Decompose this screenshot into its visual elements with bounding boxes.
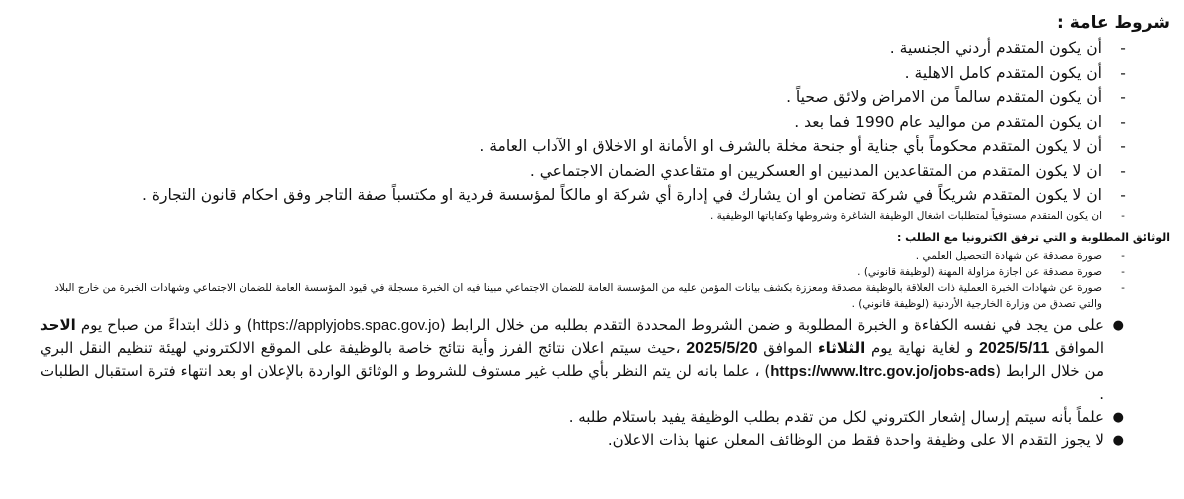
apply-link[interactable]: https://applyjobs.spac.gov.jo bbox=[252, 316, 440, 334]
list-item: - ان يكون المتقدم مستوفياً لمتطلبات اشغال الوظيفة الشاغرة وشروطها وكفاياتها الوظيفية . bbox=[40, 208, 1130, 225]
list-item: - أن لا يكون المتقدم محكوماً بأي جناية أو جنحة مخلة بالشرف او الأمانة او الاخلاق او الآداب العامة . bbox=[40, 134, 1130, 159]
dash-marker: - bbox=[1120, 63, 1126, 82]
dash-marker: - bbox=[1120, 112, 1126, 131]
documents-title: الوثائق المطلوبة و التي ترفق الكترونيا مع الطلب : bbox=[896, 230, 1170, 244]
end-day: الثلاثاء bbox=[818, 338, 866, 357]
dash-marker: - bbox=[1121, 281, 1125, 294]
dash-marker: - bbox=[1120, 161, 1126, 180]
general-conditions-list bbox=[40, 36, 1170, 208]
start-day: الاحد bbox=[40, 315, 76, 334]
documents-list bbox=[40, 248, 1170, 312]
dash-marker: - bbox=[1120, 137, 1126, 155]
list-item: - صورة عن شهادات الخبرة العملية ذات العلاقة بالوظيفة مصدقة ومعززة بكشف بيانات المؤمن عليه من المؤسسة العامة للضمان الاجتماعي مبينا فيه ان الخبرة مسجلة في قيود المؤسسة العامة للضمان الاجتماعي وشهادات الخبرة من خارج البلاد والتي تصدق من وزارة الخارجية الأردنية (لوظيفة قانوني) . bbox=[40, 280, 1130, 312]
list-item: ● لا يجوز التقدم الا على وظيفة واحدة فقط من الوظائف المعلن عنها بذات الاعلان. bbox=[40, 429, 1130, 452]
list-item: - أن يكون المتقدم كامل الاهلية . bbox=[40, 61, 1130, 86]
bullet-icon: ● bbox=[1112, 409, 1124, 425]
list-item: - ان لا يكون المتقدم شريكاً في شركة تضامن او ان يشارك في إدارة أي شركة او مالكاً لمؤسسة فردية او مكتسباً صفة التاجر وفق احكام قانون التجارة . bbox=[40, 183, 1130, 208]
results-link[interactable]: https://www.ltrc.gov.jo/jobs-ads bbox=[770, 362, 996, 380]
list-item: - ان لا يكون المتقدم من المتقاعدين المدنيين او العسكريين او متقاعدي الضمان الاجتماعي . bbox=[40, 159, 1130, 184]
list-item: ● علماً بأنه سيتم إرسال إشعار الكتروني لكل من تقدم بطلب الوظيفة يفيد باستلام طلبه . bbox=[40, 406, 1130, 429]
list-item: - أن يكون المتقدم سالماً من الامراض ولائق صحياً . bbox=[40, 85, 1130, 110]
list-item: - أن يكون المتقدم أردني الجنسية . bbox=[40, 36, 1130, 61]
dash-marker: - bbox=[1120, 186, 1126, 204]
general-conditions-title: شروط عامة : bbox=[1057, 13, 1170, 33]
bullet-icon: ● bbox=[1112, 432, 1124, 448]
end-date: 2025/5/20 bbox=[686, 339, 758, 357]
list-item: - صورة مصدقة عن شهادة التحصيل العلمي . bbox=[40, 248, 1130, 264]
list-item: - صورة مصدقة عن اجازة مزاولة المهنة (لوظيفة قانوني) . bbox=[40, 264, 1130, 280]
list-item: ● على من يجد في نفسه الكفاءة و الخبرة المطلوبة و ضمن الشروط المحددة التقدم بطلبه من خلال الرابط (https://applyjobs.spac.gov.jo) و ذلك ابتداءً من صباح يوم الاحد الموافق 2025/5/11 و لغاية نهاية يوم الثلاثاء الموافق 2025/5/20 ،حيث سيتم اعلان نتائج الفرز وأية نتائج خاصة بالوظيفة على الموقع الالكتروني لهيئة تنظيم النقل البري من خلال الرابط (https://www.ltrc.gov.jo/jobs-ads) ، علما بانه لن يتم النظر بأي طلب غير مستوف للشروط و الوثائق الواردة بالإعلان او بعد انتهاء فترة استقبال الطلبات . bbox=[40, 315, 1124, 403]
dash-marker: - bbox=[1120, 39, 1126, 57]
notes-list bbox=[40, 314, 1170, 452]
dash-marker: - bbox=[1121, 209, 1125, 222]
dash-marker: - bbox=[1121, 249, 1125, 262]
start-date: 2025/5/11 bbox=[978, 339, 1050, 357]
list-item: - ان يكون المتقدم من مواليد عام 1990 فما بعد . bbox=[40, 110, 1130, 135]
dash-marker: - bbox=[1120, 88, 1126, 106]
general-conditions-extra bbox=[40, 208, 1170, 225]
bullet-icon: ● bbox=[1112, 317, 1124, 333]
dash-marker: - bbox=[1121, 265, 1125, 278]
